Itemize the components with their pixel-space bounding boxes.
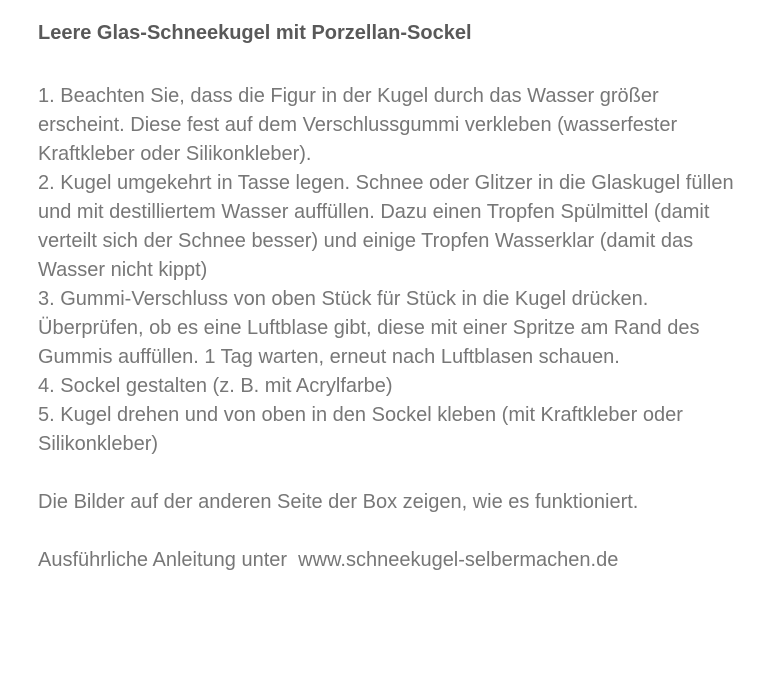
footer-instructions-line: Ausführliche Anleitung unter www.schneekugel-selbermachen.de — [38, 549, 619, 571]
steps-list — [38, 82, 750, 459]
page-title: Leere Glas-Schneekugel mit Porzellan-Sockel — [38, 22, 472, 44]
document-content — [38, 20, 750, 575]
step-item-4: 4. Sockel gestalten (z. B. mit Acrylfarbe) — [38, 375, 393, 397]
box-hint-text: Die Bilder auf der anderen Seite der Box zeigen, wie es funktioniert. — [38, 491, 639, 513]
step-item-2: 2. Kugel umgekehrt in Tasse legen. Schnee oder Glitzer in die Glaskugel füllen und mit destilliertem Wasser auffüllen. Dazu einen Tropfen Spülmittel (damit verteilt sich der Schnee besser) und einige Tropfen Wasserklar (damit das Wasser nicht kippt) — [38, 172, 734, 281]
step-item-3: 3. Gummi-Verschluss von oben Stück für Stück in die Kugel drücken. Überprüfen, ob es eine Luftblase gibt, diese mit einer Spritze am Rand des Gummis auffüllen. 1 Tag warten, erneut nach Luftblasen schauen. — [38, 288, 700, 368]
step-item-5: 5. Kugel drehen und von oben in den Sockel kleben (mit Kraftkleber oder Silikonkleber) — [38, 404, 683, 455]
step-item-1: 1. Beachten Sie, dass die Figur in der Kugel durch das Wasser größer erscheint. Diese fest auf dem Verschlussgummi verkleben (wasserfester Kraftkleber oder Silikonkleber). — [38, 85, 678, 165]
